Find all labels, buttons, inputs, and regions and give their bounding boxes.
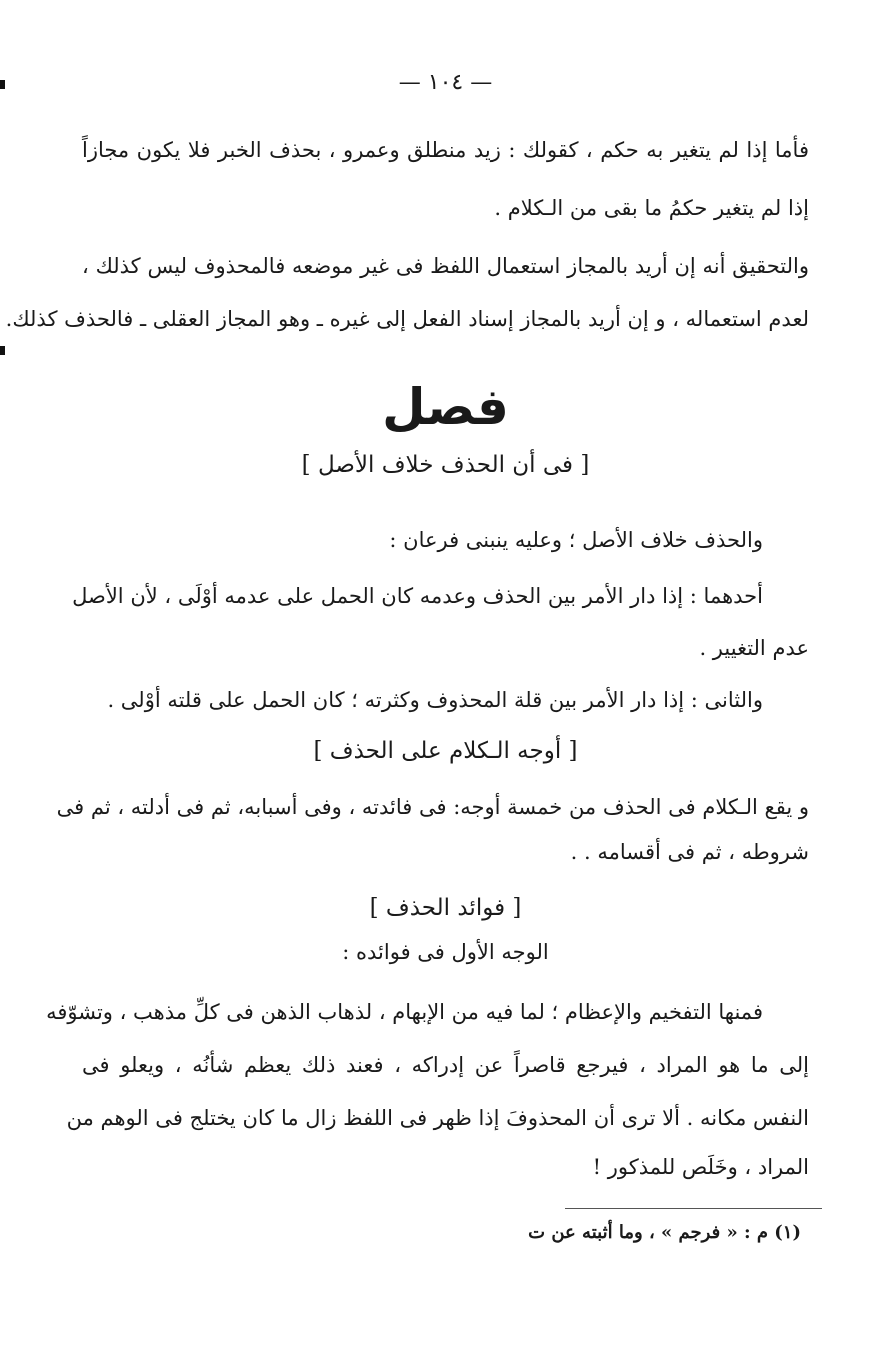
paragraph-line: المراد ، وخَلَص للمذكور ! (592, 1155, 809, 1179)
paragraph-line: أحدهما : إذا دار الأمر بين الحذف وعدمه كان الحمل على عدمه أوْلَى ، لأن الأصل (72, 584, 763, 608)
page-number: — ١٠٤ — (398, 70, 493, 95)
paragraph-line: و يقع الـكلام فى الحذف من خمسة أوجه: فى فائدته ، وفى أسبابه، ثم فى أدلته ، ثم فى (56, 795, 809, 819)
paragraph-line: شروطه ، ثم فى أقسامه . . (570, 840, 809, 864)
paragraph-text: إلى ما هو المراد ، فيرجع قاصراً عن إدراكه ، فعند ذلك يعظم شأنُه ، ويعلو فى (82, 1053, 809, 1077)
paragraph-line: والثانى : إذا دار الأمر بين قلة المحذوف وكثرته ؛ كان الحمل على قلته أوْلى . (107, 688, 763, 712)
paragraph-line: إذا لم يتغير حكمُ ما بقى من الـكلام . (494, 196, 809, 220)
paragraph-line: لعدم استعماله ، و إن أريد بالمجاز إسناد الفعل إلى غيره ـ وهو المجاز العقلى ـ فالحذف كذلك. (5, 307, 809, 331)
footnote-divider (565, 1208, 822, 1209)
scan-edge-mark (0, 346, 5, 355)
paragraph-line: فأما إذا لم يتغير به حكم ، كقولك : زيد منطلق وعمرو ، بحذف الخبر فلا يكون مجازاً (82, 138, 809, 162)
heading-aspects: [ أوجه الـكلام على الحذف ] (313, 738, 578, 764)
paragraph-line: والتحقيق أنه إن أريد بالمجاز استعمال اللفظ فى غير موضعه فالمحذوف ليس كذلك ، (82, 254, 809, 278)
section-subtitle: [ فى أن الحذف خلاف الأصل ] (301, 452, 590, 478)
subheading-first-aspect: الوجه الأول فى فوائده : (342, 940, 549, 964)
paragraph-line: فمنها التفخيم والإعظام ؛ لما فيه من الإبهام ، لذهاب الذهن فى كلِّ مذهب ، وتشوّفه (46, 1000, 763, 1024)
paragraph-line: عدم التغيير . (699, 636, 809, 660)
heading-benefits: [ فوائد الحذف ] (369, 895, 522, 921)
scan-edge-mark (0, 80, 5, 89)
paragraph-line (82, 1053, 809, 1078)
paragraph-line: النفس مكانه . ألا ترى أن المحذوفَ إذا ظهر فى اللفظ زال ما كان يختلج فى الوهم من (66, 1106, 809, 1130)
paragraph-line: والحذف خلاف الأصل ؛ وعليه ينبنى فرعان : (389, 528, 763, 552)
footnote: (١) م : « فرجم » ، وما أثبته عن ت (528, 1222, 801, 1243)
section-title: فصل (382, 378, 509, 436)
